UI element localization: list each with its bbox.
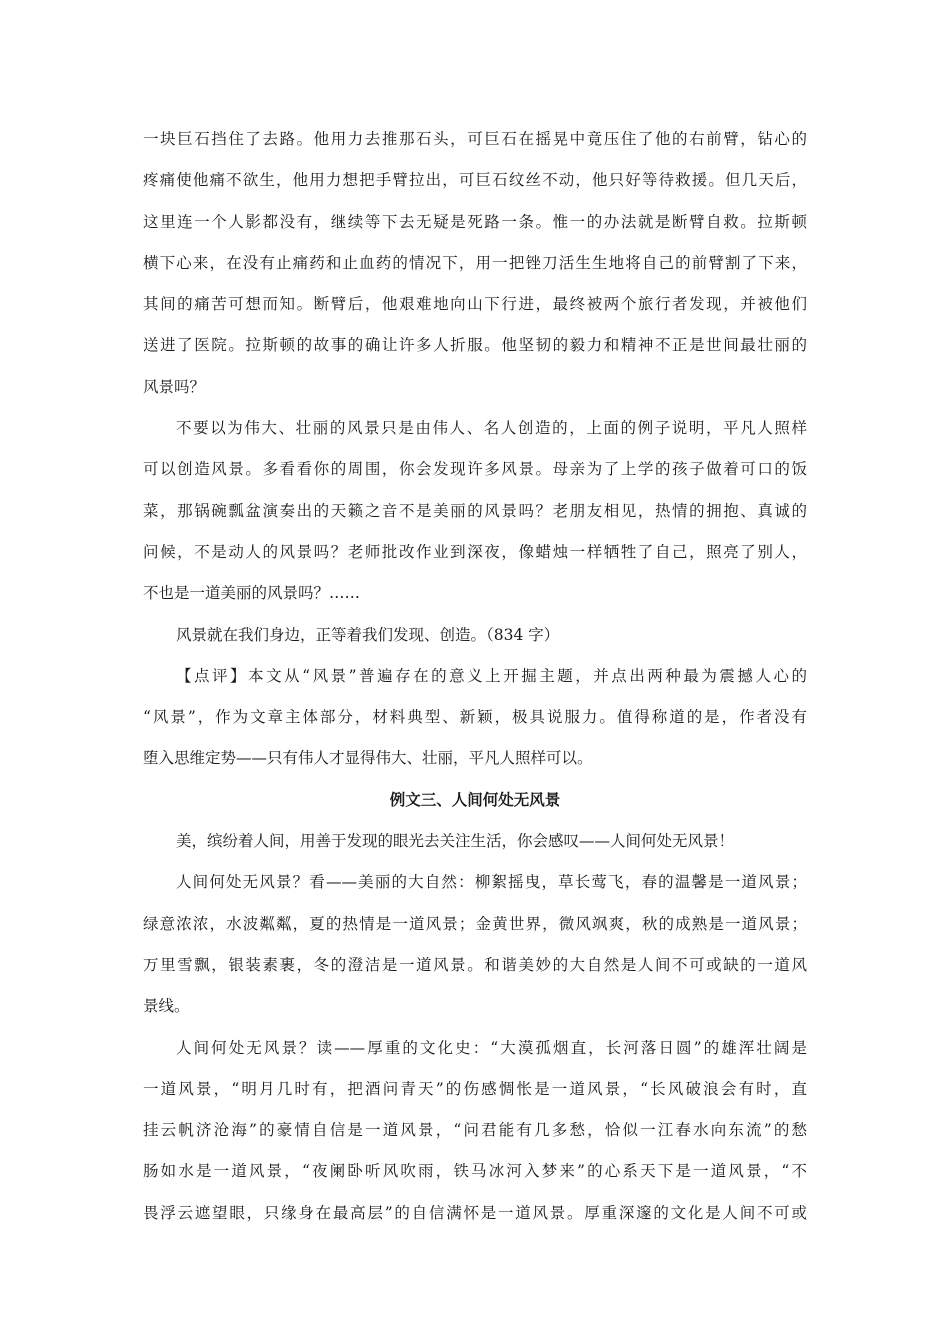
text-line: 不要以为伟大、壮丽的风景只是由伟人、名人创造的，上面的例子说明，平凡人照样 <box>176 419 807 438</box>
text-line: 人间何处无风景？读——厚重的文化史：“大漠孤烟直，长河落日圆”的雄浑壮阔是 <box>176 1038 807 1057</box>
text-line: “风景”，作为文章主体部分，材料典型、新颖，极具说服力。值得称道的是，作者没有 <box>143 708 807 727</box>
text-line: 菜，那锅碗瓢盆演奏出的天籁之音不是美丽的风景吗？老朋友相见，热情的拥抱、真诚的 <box>143 501 807 520</box>
text-line: 美，缤纷着人间，用善于发现的眼光去关注生活，你会感叹——人间何处无风景！ <box>176 832 735 851</box>
paragraph-1 <box>143 119 807 408</box>
commentary-paragraph <box>143 656 807 780</box>
text-line: 堕入思维定势——只有伟人才显得伟大、壮丽，平凡人照样可以。 <box>143 749 593 768</box>
text-line: 畏浮云遮望眼，只缘身在最高层”的自信满怀是一道风景。厚重深邃的文化是人间不可或 <box>143 1203 807 1222</box>
text-line: 景线。 <box>143 997 190 1016</box>
paragraph-6 <box>143 862 807 1027</box>
text-line: 绿意浓浓，水波粼粼，夏的热情是一道风景；金黄世界，微风飒爽，秋的成熟是一道风景； <box>143 914 807 933</box>
paragraph-2 <box>143 408 807 614</box>
text-line: 挂云帆济沧海”的豪情自信是一道风景，“问君能有几多愁，恰似一江春水向东流”的愁 <box>143 1121 807 1140</box>
text-line: 横下心来，在没有止痛药和止血药的情况下，用一把锉刀活生生地将自己的前臂割了下来， <box>143 253 807 272</box>
paragraph-7 <box>143 1028 807 1234</box>
text-line: 疼痛使他痛不欲生，他用力想把手臂拉出，可巨石纹丝不动，他只好等待救援。但几天后， <box>143 171 807 190</box>
document-page <box>143 119 807 1234</box>
text-line: 可以创造风景。多看看你的周围，你会发现许多风景。母亲为了上学的孩子做着可口的饭 <box>143 460 807 479</box>
text-line: 其间的痛苦可想而知。断臂后，他艰难地向山下行进，最终被两个旅行者发现，并被他们 <box>143 295 807 314</box>
text-line: 万里雪飘，银装素裹，冬的澄洁是一道风景。和谐美妙的大自然是人间不可或缺的一道风 <box>143 955 807 974</box>
text-line: 风景就在我们身边，正等着我们发现、创造。（834 字） <box>176 625 560 644</box>
text-line: 送进了医院。拉斯顿的故事的确让许多人折服。他坚韧的毅力和精神不正是世间最壮丽的 <box>143 336 807 355</box>
paragraph-5 <box>143 821 807 862</box>
text-line: 一道风景，“明月几时有，把酒问青天”的伤感惆怅是一道风景，“长风破浪会有时，直 <box>143 1079 807 1098</box>
text-line: 风景吗？ <box>143 377 206 396</box>
text-line: 不也是一道美丽的风景吗？…… <box>143 584 361 603</box>
text-line: 一块巨石挡住了去路。他用力去推那石头，可巨石在摇晃中竟压住了他的右前臂，钻心的 <box>143 130 807 148</box>
text-line: 人间何处无风景？看——美丽的大自然：柳絮摇曳，草长莺飞，春的温馨是一道风景； <box>176 873 807 892</box>
text-line: 肠如水是一道风景，“夜阑卧听风吹雨，铁马冰河入梦来”的心系天下是一道风景，“不 <box>143 1162 807 1181</box>
text-line: 这里连一个人影都没有，继续等下去无疑是死路一条。惟一的办法就是断臂自救。拉斯顿 <box>143 212 807 231</box>
text-line: 问候，不是动人的风景吗？老师批改作业到深夜，像蜡烛一样牺牲了自己，照亮了别人， <box>143 542 807 561</box>
section-heading: 例文三、人间何处无风景 <box>389 790 561 809</box>
text-line: 【点评】本文从“风景”普遍存在的意义上开掘主题，并点出两种最为震撼人心的 <box>176 666 807 685</box>
paragraph-3 <box>143 615 807 656</box>
